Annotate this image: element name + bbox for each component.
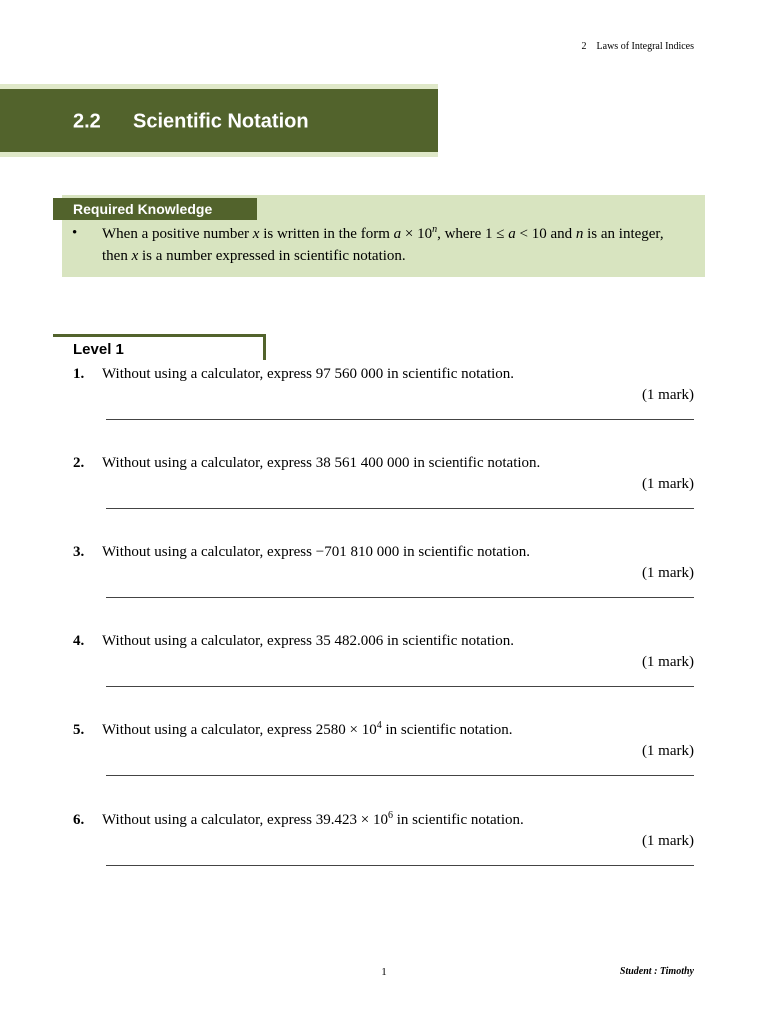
question-text <box>102 633 514 650</box>
question-exponent: 4 <box>376 720 382 731</box>
question-number: 2. <box>73 455 85 471</box>
rk-var-x: x <box>131 248 139 264</box>
answer-line[interactable] <box>106 597 694 598</box>
question-text-main: Without using a calculator, express 39.423 × 10 <box>102 812 388 828</box>
answer-line[interactable] <box>106 508 694 509</box>
question-item <box>0 455 768 525</box>
question-number: 3. <box>73 544 85 560</box>
question-item <box>0 366 768 436</box>
running-header <box>582 41 694 52</box>
required-knowledge-text <box>102 223 687 267</box>
rk-var-a: a <box>508 226 516 242</box>
question-mark: (1 mark) <box>641 565 694 581</box>
question-number: 6. <box>73 812 85 828</box>
question-mark: (1 mark) <box>641 476 694 492</box>
question-text-tail: in scientific notation. <box>392 812 524 828</box>
answer-line[interactable] <box>106 775 694 776</box>
rk-part: is an integer, then <box>102 226 664 264</box>
question-item <box>0 544 768 614</box>
question-number: 4. <box>73 633 85 649</box>
rk-part: When a positive number <box>102 226 253 242</box>
section-title: Scientific Notation <box>133 110 309 133</box>
question-mark: (1 mark) <box>641 387 694 403</box>
section-title-band <box>0 84 438 157</box>
section-title-bar <box>0 89 438 152</box>
question-text <box>102 812 524 829</box>
answer-line[interactable] <box>106 419 694 420</box>
rk-exponent-n: n <box>432 224 438 235</box>
question-text-tail: in scientific notation. <box>381 722 513 738</box>
rk-part: < 10 and <box>515 226 576 242</box>
question-item <box>0 722 768 792</box>
question-mark: (1 mark) <box>641 833 694 849</box>
rk-part: , where 1 ≤ <box>437 226 509 242</box>
question-number: 1. <box>73 366 85 382</box>
question-mark: (1 mark) <box>641 654 694 670</box>
page-number: 1 <box>381 966 387 978</box>
question-exponent: 6 <box>387 810 393 821</box>
rk-var-a: a <box>393 226 402 242</box>
rk-var-x: x <box>252 226 260 242</box>
student-name: Student : Timothy <box>619 966 694 977</box>
rk-part: is written in the form <box>259 226 394 242</box>
question-text-main: Without using a calculator, express 38 561 400 000 in scientific notation. <box>102 455 541 471</box>
question-item <box>0 633 768 703</box>
chapter-number: 2 <box>581 41 587 52</box>
question-mark: (1 mark) <box>641 743 694 759</box>
question-text <box>102 366 514 383</box>
chapter-title: Laws of Integral Indices <box>596 41 694 52</box>
question-text-main: Without using a calculator, express −701 810 000 in scientific notation. <box>102 544 530 560</box>
rk-var-n: n <box>575 226 584 242</box>
question-text <box>102 544 530 561</box>
question-text <box>102 455 540 472</box>
question-number: 5. <box>73 722 85 738</box>
question-text-main: Without using a calculator, express 97 560 000 in scientific notation. <box>102 366 515 382</box>
level-heading: Level 1 <box>73 341 124 358</box>
rk-part: is a number expressed in scientific notation. <box>138 248 406 264</box>
answer-line[interactable] <box>106 686 694 687</box>
required-knowledge-label: Required Knowledge <box>53 198 257 220</box>
question-text-main: Without using a calculator, express 2580 × 10 <box>102 722 377 738</box>
answer-line[interactable] <box>106 865 694 866</box>
question-text-main: Without using a calculator, express 35 482.006 in scientific notation. <box>102 633 515 649</box>
bullet-icon: • <box>72 225 78 241</box>
question-text <box>102 722 513 739</box>
question-item <box>0 812 768 882</box>
section-number: 2.2 <box>73 110 101 133</box>
rk-part: × 10 <box>401 226 433 242</box>
